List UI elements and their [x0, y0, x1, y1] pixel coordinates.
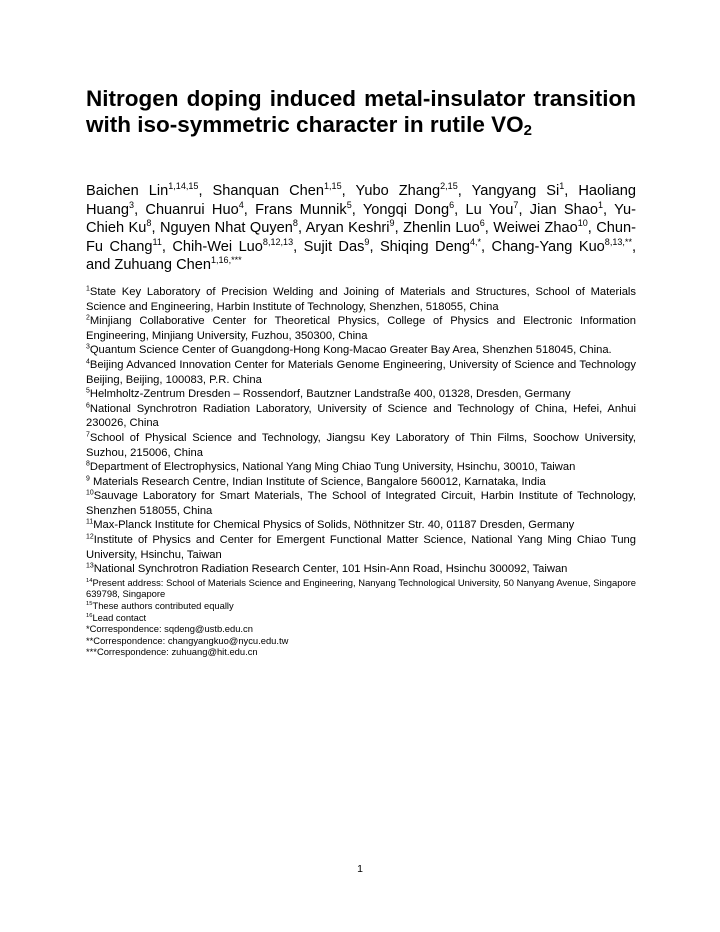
author — [355, 183, 471, 199]
author-affiliation-mark: 6 — [449, 199, 455, 210]
author-name: Chang-Yang Kuo — [491, 238, 605, 255]
author-name: Jian Shao — [529, 201, 598, 218]
author-name: Yu-Chieh Ku — [86, 201, 636, 237]
author-separator: , — [161, 238, 173, 255]
author-affiliation-mark: 1 — [559, 181, 565, 192]
author-name: Frans Munnik — [255, 201, 347, 218]
affiliation-text: Department of Electrophysics, National Yang Ming Chiao Tung University, Hsinchu, 30010, Taiwan — [89, 461, 576, 474]
affiliation-item — [86, 518, 636, 533]
author-affiliation-mark: 3 — [129, 199, 135, 210]
author-separator: , — [454, 201, 466, 218]
author-affiliation-mark: 8 — [292, 218, 298, 229]
affiliation-item — [86, 562, 636, 577]
author-affiliation-mark: 8,13,** — [604, 236, 632, 247]
affiliation-item — [86, 402, 636, 431]
author-name: Chun-Fu Chang — [86, 220, 637, 255]
footnote-text: Present address: School of Materials Science and Engineering, Nanyang Technological University, 50 Nanyang Avenue, Singapore 639798, Singapore — [86, 576, 636, 600]
footnote-item — [86, 635, 636, 647]
affiliation-item — [86, 343, 636, 358]
affiliation-text: School of Physical Science and Technology, Jiangsu Key Laboratory of Thin Films, Soochow University, Suzhou, 215006, China — [86, 431, 636, 459]
author-affiliation-mark: 5 — [346, 199, 352, 210]
affiliation-number: 13 — [86, 562, 94, 570]
affiliation-number: 9 — [86, 474, 90, 482]
author-name: Yangyang Si — [471, 183, 560, 199]
author-affiliation-mark: 6 — [479, 218, 485, 229]
author-name: Weiwei Zhao — [493, 220, 578, 237]
affiliation-item — [86, 533, 636, 562]
footnote-item — [86, 646, 636, 658]
author — [465, 199, 530, 218]
author-separator: , — [293, 238, 304, 255]
affiliation-text: Max-Planck Institute for Chemical Physics of Solids, Nöthnitzer Str. 40, 01187 Dresden, Germany — [93, 519, 575, 532]
paper-page — [86, 86, 636, 658]
author-affiliation-mark: 4 — [238, 199, 244, 210]
affiliation-number: 11 — [86, 518, 94, 526]
title-subscript: 2 — [523, 122, 532, 139]
author-separator: , — [297, 220, 306, 237]
author-name: Shanquan Chen — [212, 183, 324, 199]
paper-title — [86, 86, 636, 138]
author-separator: , — [457, 183, 472, 199]
author-affiliation-mark: 1,15 — [324, 181, 342, 192]
affiliation-text: Sauvage Laboratory for Smart Materials, The School of Integrated Circuit, Harbin Institute of Technology, Shenzhen 518055, China — [86, 490, 636, 517]
author-name: Zuhuang Chen — [114, 257, 211, 274]
affiliation-number: 3 — [86, 343, 90, 351]
affiliation-item — [86, 431, 636, 460]
author-separator: , — [351, 201, 363, 218]
affiliation-number: 10 — [86, 489, 94, 497]
footnote-item — [86, 623, 636, 635]
author-affiliation-mark: 9 — [389, 218, 395, 229]
affiliation-number: 4 — [86, 358, 90, 366]
author-separator: , — [369, 238, 380, 255]
footnote-list — [86, 577, 636, 658]
author — [303, 236, 380, 255]
affiliation-item — [86, 489, 636, 518]
author-separator: , — [341, 183, 356, 199]
footnote-item — [86, 577, 636, 600]
author-affiliation-mark: 7 — [513, 199, 519, 210]
author-separator: , — [564, 183, 579, 199]
author-name: Baichen Lin — [86, 183, 169, 199]
affiliation-list — [86, 285, 636, 577]
author-separator: , — [151, 220, 160, 237]
author — [172, 236, 304, 255]
author-affiliation-mark: 8 — [146, 218, 152, 229]
title-text: Nitrogen doping induced metal-insulator transition with iso-symmetric character in rutile VO — [86, 86, 636, 137]
author — [86, 183, 213, 199]
footnote-item — [86, 600, 636, 612]
footnote-text: ***Correspondence: zuhuang@hit.edu.cn — [86, 646, 258, 658]
author-separator: , — [603, 201, 615, 218]
author-name: Chuanrui Huo — [145, 201, 239, 218]
affiliation-item — [86, 387, 636, 402]
affiliation-item — [86, 358, 636, 387]
author-name: Nguyen Nhat Quyen — [159, 220, 293, 237]
affiliation-text: Quantum Science Center of Guangdong-Hong Kong-Macao Greater Bay Area, Shenzhen 518045, China. — [89, 344, 612, 357]
author — [160, 220, 306, 236]
affiliation-text: Materials Research Centre, Indian Institute of Science, Bangalore 560012, Karnataka, India — [89, 475, 546, 488]
affiliation-number: 2 — [86, 314, 90, 322]
author-affiliation-mark: 10 — [577, 218, 588, 229]
author-name: Yubo Zhang — [355, 183, 441, 199]
footnote-text: These authors contributed equally — [92, 600, 234, 612]
author-separator: , — [198, 183, 213, 199]
affiliation-text: State Key Laboratory of Precision Welding and Joining of Materials and Structures, School of Materials Science and Engineering, Harbin Institute of Technology, Shenzhen, 518055, China — [86, 285, 636, 313]
author-list — [86, 182, 636, 275]
author-affiliation-mark: 1 — [597, 199, 603, 210]
author — [472, 183, 579, 199]
affiliation-number: 1 — [86, 285, 90, 293]
footnote-text: **Correspondence: changyangkuo@nycu.edu.tw — [86, 634, 289, 646]
affiliation-text: Institute of Physics and Center for Emergent Functional Matter Science, National Yang Ming Chiao Tung University, Hsinchu, Taiwan — [86, 534, 636, 561]
affiliation-text: Helmholtz-Zentrum Dresden – Rossendorf, Bautzner Landstraße 400, 01328, Dresden, Germany — [89, 388, 571, 401]
author-affiliation-mark: 1,14,15 — [168, 181, 199, 192]
author — [255, 199, 363, 218]
author-name: Sujit Das — [303, 238, 365, 255]
author — [403, 220, 493, 236]
affiliation-number: 12 — [86, 533, 94, 541]
affiliation-number: 8 — [86, 460, 90, 468]
author-separator: , — [394, 220, 404, 237]
author — [379, 236, 492, 255]
author-name: Chih-Wei Luo — [172, 238, 263, 255]
footnote-number: 16 — [86, 612, 93, 619]
affiliation-item — [86, 285, 636, 314]
author — [529, 199, 615, 218]
author-affiliation-mark: 2,15 — [440, 181, 458, 192]
author — [362, 199, 466, 218]
footnote-text: *Correspondence: sqdeng@ustb.edu.cn — [86, 623, 253, 635]
author-name: Lu You — [465, 201, 514, 218]
author — [493, 220, 596, 236]
footnote-text: Lead contact — [92, 611, 147, 623]
author-name: Zhenlin Luo — [403, 220, 480, 237]
affiliation-item — [86, 460, 636, 475]
footnote-number: 14 — [86, 577, 93, 584]
affiliation-item — [86, 475, 636, 490]
author-affiliation-mark: 4,* — [469, 236, 482, 247]
affiliation-number: 6 — [86, 401, 90, 409]
footnote-item — [86, 612, 636, 624]
affiliation-text: National Synchrotron Radiation Research Center, 101 Hsin-Ann Road, Hsinchu 300092, Taiwan — [93, 563, 568, 576]
author-name: Haoliang Huang — [86, 183, 636, 218]
author-separator: , — [484, 220, 494, 237]
author-separator: , — [518, 201, 530, 218]
affiliation-item — [86, 314, 636, 343]
author — [213, 183, 356, 199]
affiliation-text: Beijing Advanced Innovation Center for Materials Genome Engineering, University of Science and Technology Beijing, Beijing, 100083, P.R. China — [86, 358, 636, 386]
author-name: Aryan Keshri — [305, 220, 390, 237]
affiliation-text: Minjiang Collaborative Center for Theoretical Physics, College of Physics and Electronic Information Engineering, Minjiang University, Fuzhou, 350300, China — [86, 315, 636, 342]
author — [114, 257, 241, 273]
author-affiliation-mark: 9 — [364, 236, 370, 247]
author-separator: , and — [86, 238, 637, 274]
author-separator: , — [481, 238, 492, 255]
footnote-number: 15 — [86, 600, 93, 607]
affiliation-text: National Synchrotron Radiation Laboratory, University of Science and Technology of China, Hefei, Anhui 230026, China — [86, 402, 636, 430]
affiliation-number: 7 — [86, 431, 90, 439]
affiliation-number: 5 — [86, 387, 90, 395]
author-separator: , — [587, 220, 597, 237]
author-affiliation-mark: 1,16,*** — [210, 255, 242, 266]
author-separator: , — [243, 201, 256, 218]
author-name: Shiqing Deng — [379, 238, 470, 255]
author-separator: , — [134, 201, 146, 218]
author — [145, 199, 256, 218]
page-number: 1 — [357, 863, 363, 875]
author-affiliation-mark: 11 — [152, 236, 162, 247]
author-name: Yongqi Dong — [362, 201, 450, 218]
author — [306, 220, 403, 236]
author-affiliation-mark: 8,12,13 — [262, 236, 294, 247]
